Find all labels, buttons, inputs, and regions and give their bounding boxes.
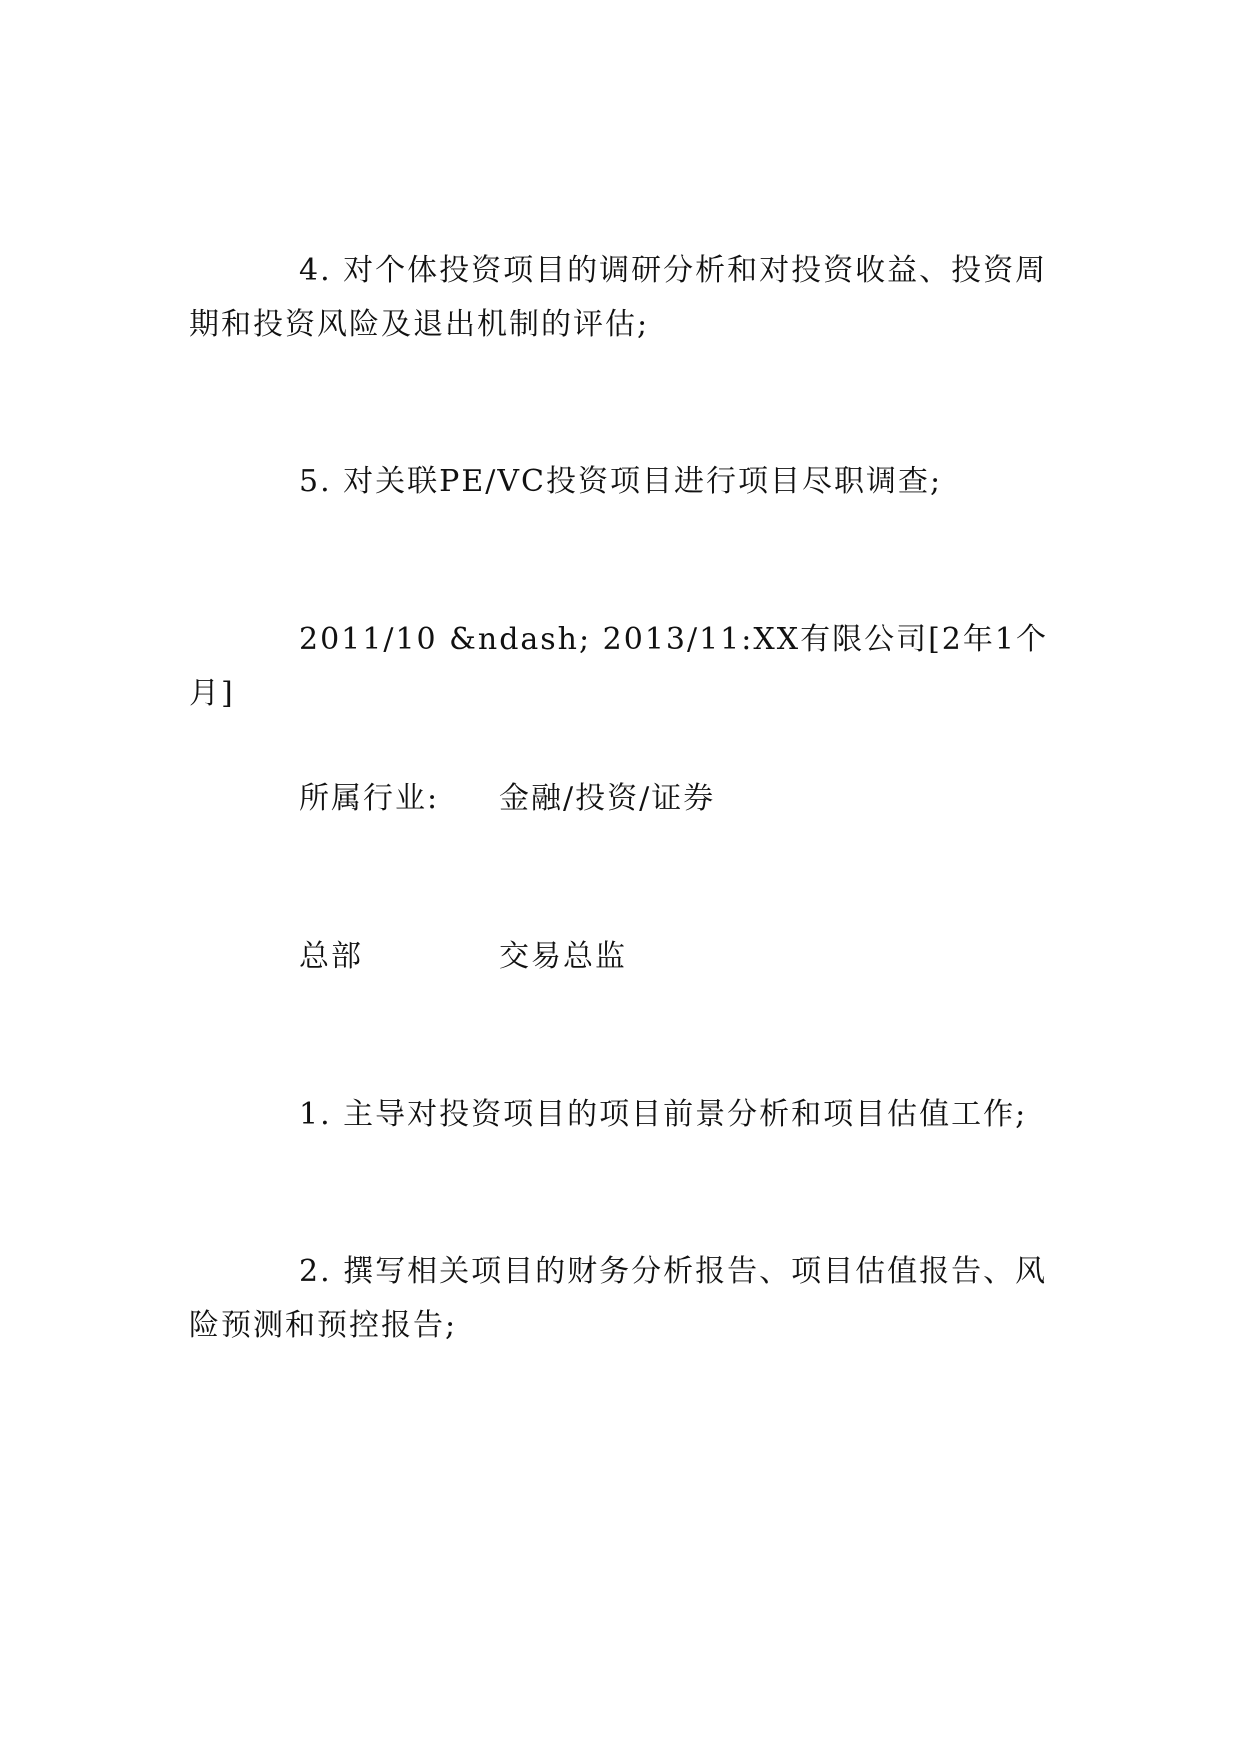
paragraph-resp-1: 1. 主导对投资项目的项目前景分析和项目估值工作; [299, 1097, 1028, 1132]
job-title: 交易总监 [499, 939, 627, 974]
industry-row [299, 772, 715, 826]
department-label: 总部 [299, 939, 363, 974]
paragraph-item-5: 5. 对关联PE/VC投资项目进行项目尽职调查; [299, 464, 943, 499]
position-row [299, 930, 627, 984]
employment-period: 2011/10 &ndash; 2013/11:XX有限公司[2年1个月] [189, 622, 1048, 711]
paragraph-resp-2: 2. 撰写相关项目的财务分析报告、项目估值报告、风险预测和预控报告; [189, 1254, 1048, 1343]
industry-value: 金融/投资/证券 [499, 781, 716, 816]
paragraph-item-4: 4. 对个体投资项目的调研分析和对投资收益、投资周期和投资风险及退出机制的评估; [189, 253, 1048, 342]
industry-label: 所属行业: [299, 781, 440, 816]
